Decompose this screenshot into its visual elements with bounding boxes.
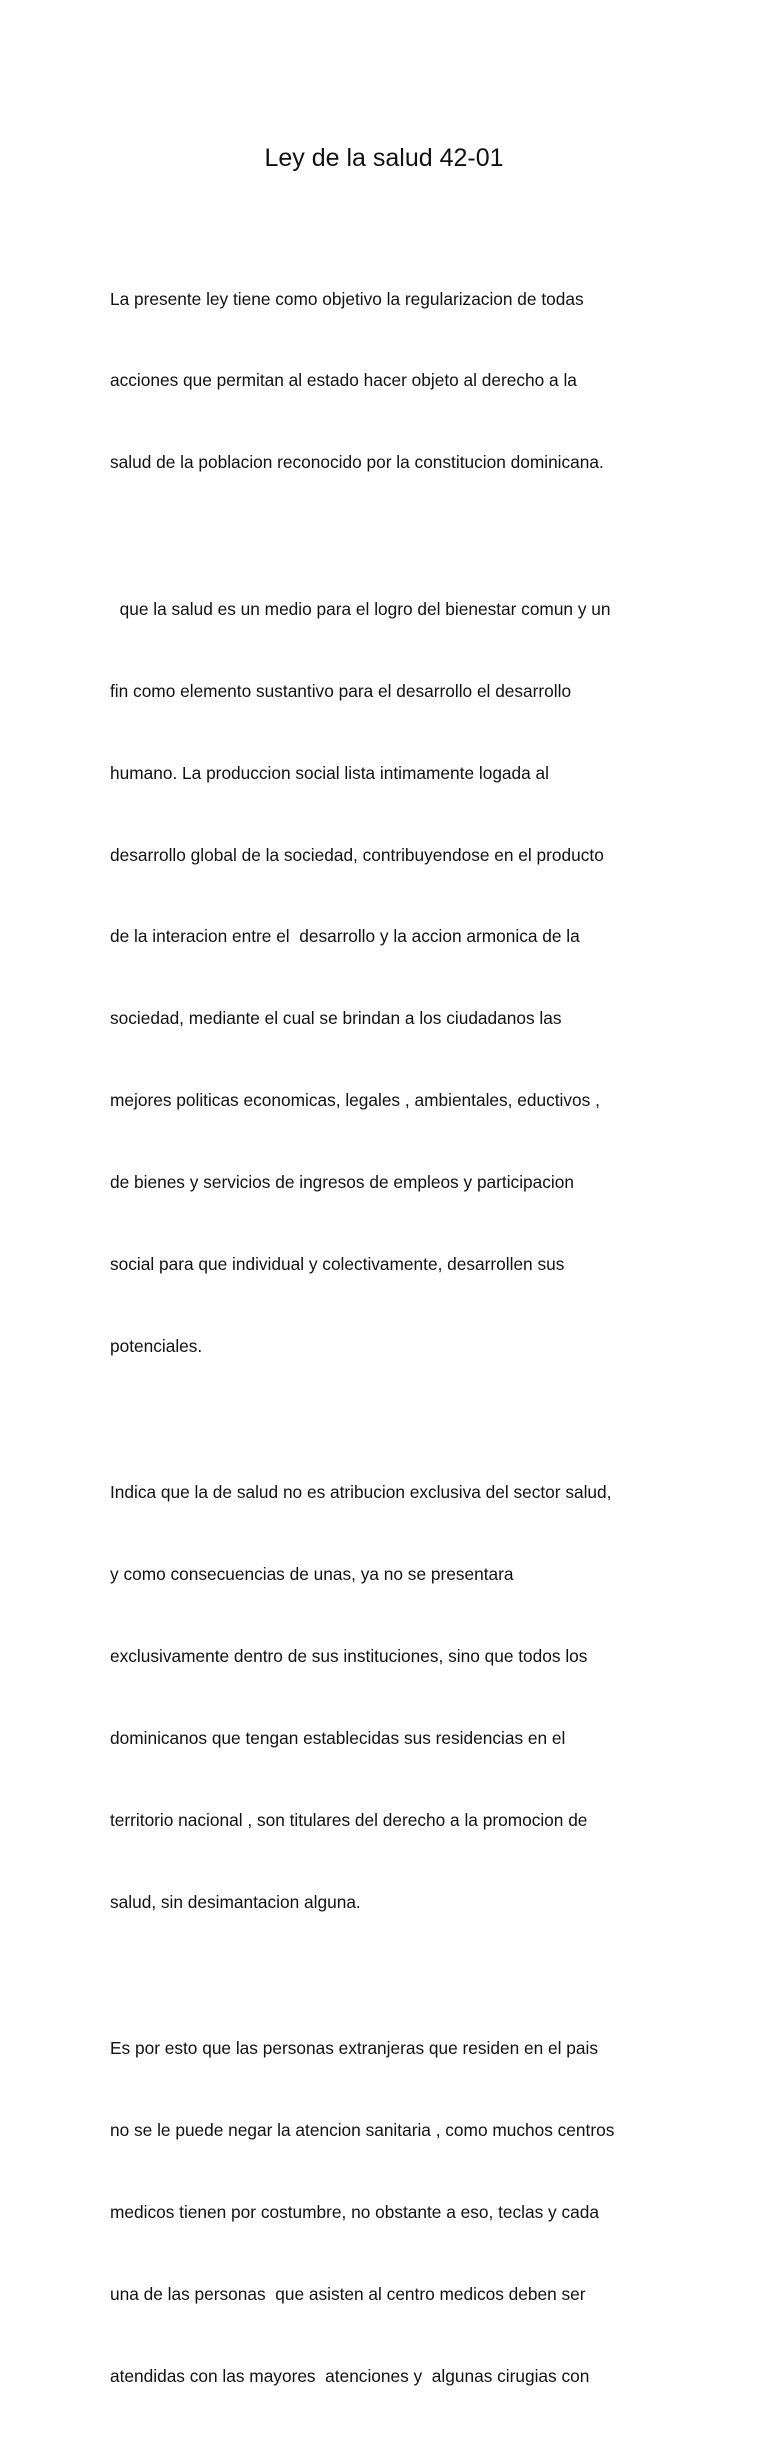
- document-title: Ley de la salud 42-01: [264, 144, 504, 172]
- paragraph-1: [110, 231, 690, 531]
- text-line: una de las personas que asisten al centro medicos deben ser: [110, 2283, 586, 2304]
- text-line: medicos tienen por costumbre, no obstante a eso, teclas y cada: [110, 2202, 599, 2223]
- text-line: que la salud es un medio para el logro del bienestar comun y un: [110, 598, 611, 619]
- document-body: [110, 231, 690, 2455]
- text-line: atendidas con las mayores atenciones y algunas cirugias con: [110, 2365, 590, 2386]
- text-line: salud, sin desimantacion alguna.: [110, 1891, 361, 1912]
- text-line: Es por esto que las personas extranjeras que residen en el pais: [110, 2038, 599, 2059]
- text-line: de la interacion entre el desarrollo y la accion armonica de la: [110, 926, 580, 947]
- text-line: social para que individual y colectivamente, desarrollen sus: [110, 1253, 565, 1274]
- text-line: Indica que la de salud no es atribucion exclusiva del sector salud,: [110, 1482, 612, 1503]
- text-line: fin como elemento sustantivo para el desarrollo el desarrollo: [110, 680, 572, 701]
- text-line: exclusivamente dentro de sus instituciones, sino que todos los: [110, 1646, 588, 1667]
- paragraph-2: [110, 541, 690, 1415]
- text-line: no se le puede negar la atencion sanitaria , como muchos centros: [110, 2120, 615, 2141]
- text-line: acciones que permitan al estado hacer objeto al derecho a la: [110, 370, 577, 391]
- text-line: sociedad, mediante el cual se brindan a los ciudadanos las: [110, 1008, 562, 1029]
- text-line: humano. La produccion social lista intimamente logada al: [110, 762, 550, 783]
- text-line: mejores politicas economicas, legales , ambientales, eductivos ,: [110, 1090, 600, 1111]
- text-line: desarrollo global de la sociedad, contribuyendose en el producto: [110, 844, 604, 865]
- paragraph-3: [110, 1425, 690, 1971]
- text-line: territorio nacional , son titulares del derecho a la promocion de: [110, 1809, 588, 1830]
- text-line: de bienes y servicios de ingresos de empleos y participacion: [110, 1172, 574, 1193]
- text-line: salud de la poblacion reconocido por la constitucion dominicana.: [110, 452, 604, 473]
- text-line: dominicanos que tengan establecidas sus residencias en el: [110, 1728, 566, 1749]
- paragraph-4: [110, 1981, 690, 2445]
- text-line: potenciales.: [110, 1335, 203, 1356]
- text-line: y como consecuencias de unas, ya no se presentara: [110, 1564, 514, 1585]
- text-line: La presente ley tiene como objetivo la regularizacion de todas: [110, 288, 584, 309]
